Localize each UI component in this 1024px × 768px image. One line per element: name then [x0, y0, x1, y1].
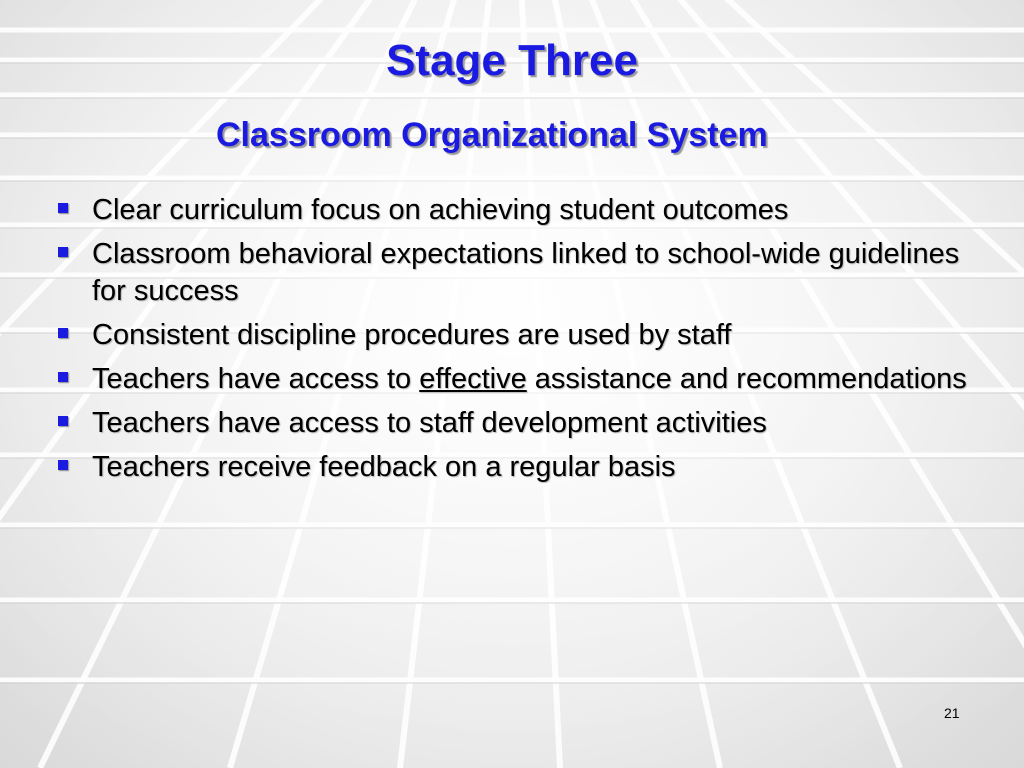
bullet-text: Teachers receive feedback on a regular basis — [92, 451, 676, 483]
square-bullet-icon — [58, 372, 68, 382]
bullet-text: Consistent discipline procedures are used by staff — [92, 319, 732, 351]
bullet-item — [54, 192, 974, 229]
bullet-item — [54, 449, 974, 486]
page-number: 21 — [944, 705, 960, 721]
square-bullet-icon — [58, 416, 68, 426]
bullet-text-before: Teachers have access to — [92, 363, 420, 395]
bullet-item — [54, 236, 974, 310]
square-bullet-icon — [58, 247, 68, 257]
bullet-text: Clear curriculum focus on achieving student outcomes — [92, 194, 789, 226]
bullet-text-after: assistance and recommendations — [526, 363, 967, 395]
bullet-emphasis: effective — [419, 363, 527, 395]
bullet-text: Classroom behavioral expectations linked to school-wide guidelines for success — [92, 238, 960, 307]
slide-subtitle: Classroom Organizational System — [216, 116, 768, 154]
bullet-text: Teachers have access to staff development activities — [92, 407, 767, 439]
bullet-item — [54, 405, 974, 442]
bullet-list — [54, 192, 974, 493]
slide-title: Stage Three — [386, 36, 638, 85]
square-bullet-icon — [58, 460, 68, 470]
square-bullet-icon — [58, 203, 68, 213]
bullet-item — [54, 317, 974, 354]
bullet-item — [54, 361, 974, 398]
square-bullet-icon — [58, 328, 68, 338]
